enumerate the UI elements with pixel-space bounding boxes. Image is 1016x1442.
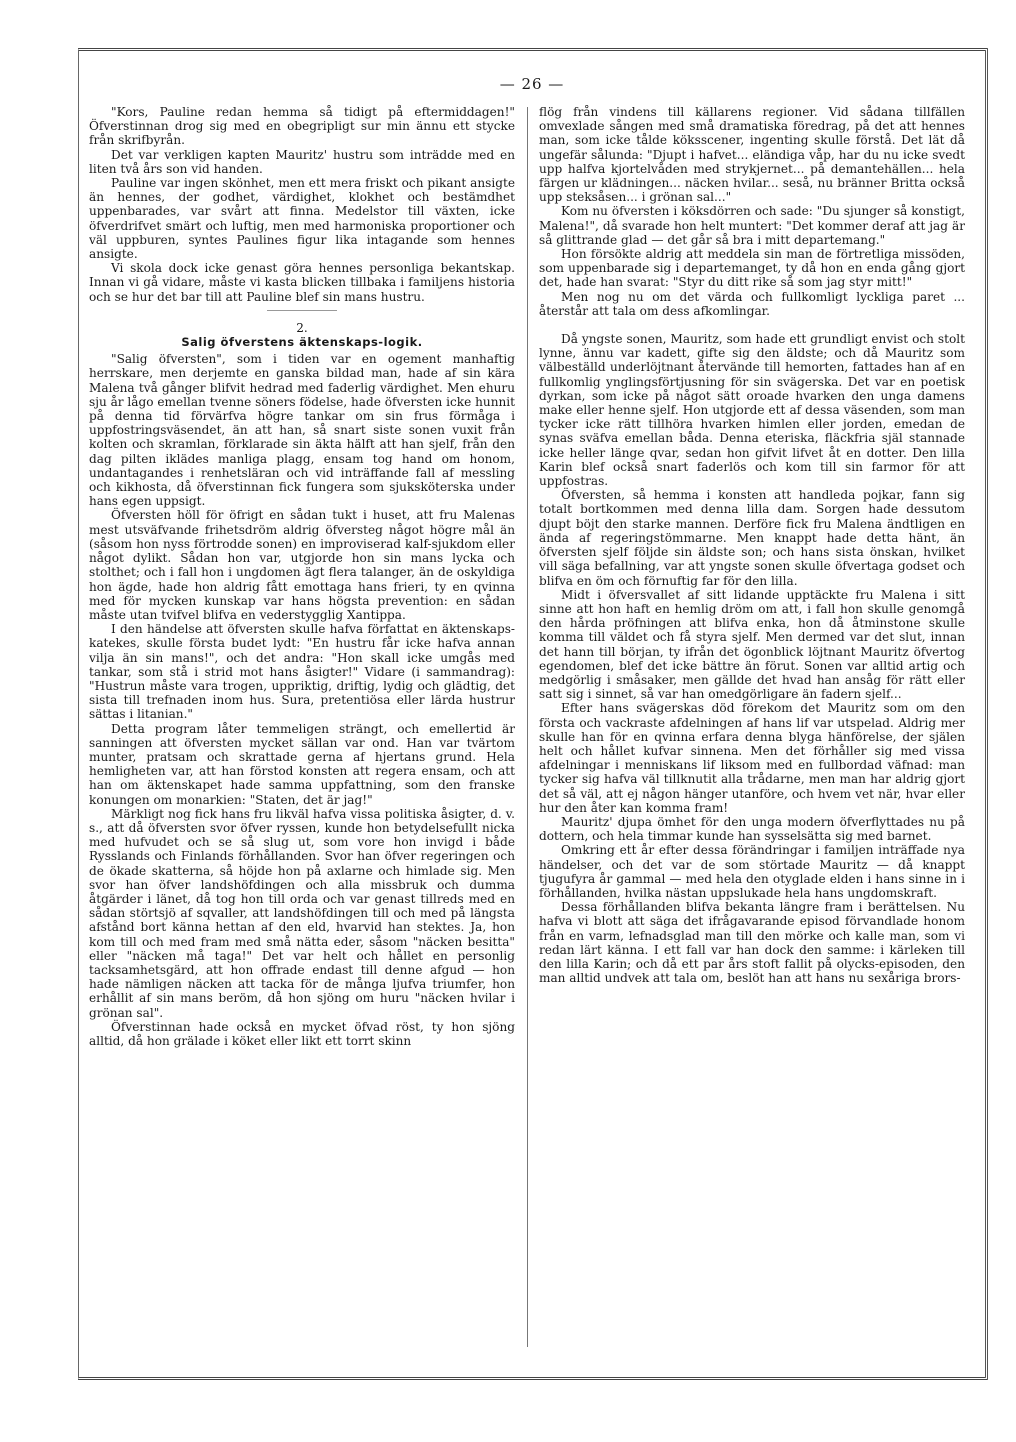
section-gap (539, 318, 965, 332)
column-divider (527, 107, 528, 1347)
right-column (539, 105, 965, 1361)
paragraph: Öfversten, så hemma i konsten att handleda pojkar, fann sig totalt bortkommen med denna lilla dam. Sorgen hade dessutom djupt böjt den starke mannen. Derföre fick fru Malena ändtligen en ända af regeringstömmarne. Men knappt hade detta hänt, än öfversten sjelf följde sin äldste son; och hans sista önskan, hvilket vill säga befallning, var att yngste sonen skulle öfvertaga godset och blifva en öm och förnuftig far för den lilla. (539, 488, 965, 588)
paragraph: Öfversten höll för öfrigt en sådan tukt i huset, att fru Malenas mest utsväfvande frihetsdröm aldrig öfversteg något högre mål än (såsom hon nyss förtrodde sonen) en improviserad kalf-sjukdom eller något dylikt. Sådan hon var, utgjorde hon sin mans lycka och stolthet; och i fall hon i ungdomen ägt flera talanger, än de oskyldiga hon ägde, hade hon aldrig fått emottaga hans frieri, ty en qvinna med för mycken kunskap var hans högsta prevention: en sådan måste utan tvifvel blifva en vederstygglig Xantippa. (89, 508, 515, 622)
paragraph: Men nog nu om det värda och fullkomligt lyckliga paret ... återstår att tala om dess afkomlingar. (539, 289, 965, 318)
paragraph: Detta program låter temmeligen strängt, och emellertid är sanningen att öfversten mycket sällan var ond. Han var tvärtom munter, pratsam och skrattade gerna af hjertans grund. Hela hemligheten var, att han förstod konsten att regera ensam, och att han om äktenskapet hade samma uppfattning, som den franske konungen om monarkien: "Staten, det är jag!" (89, 721, 515, 807)
paragraph: Mauritz' djupa ömhet för den unga modern öfverflyttades nu på dottern, och hela timmar kunde han sysselsätta sig med barnet. (539, 814, 965, 844)
paragraph: Midt i öfversvallet af sitt lidande upptäckte fru Malena i sitt sinne att hon haft en hemlig dröm om att, i fall hon skulle genomgå den hårda pröfningen att blifva enka, hon då åtminstone skulle komma till väldet och få styra sjelf. Men dermed var det slut, innan det hann till början, ty ifrån det ögonblick löjtnant Mauritz öfvertog egendomen, blef det icke bättre än förut. Sonen var alltid artig och medgörlig i småsaker, men gällde det hvad han ansåg för rätt eller satt sig i sinnet, så var han omedgörligare än fadern sjelf... (539, 587, 965, 702)
paragraph: Kom nu öfversten i köksdörren och sade: "Du sjunger så konstigt, Malena!", då svarade hon helt muntert: "Det kommer deraf att jag är så glittrande glad — det går så bra i mitt departemang." (539, 204, 965, 247)
section-title: Salig öfverstens äktenskaps-logik. (181, 335, 423, 350)
section-number: 2. (296, 320, 308, 335)
page-number: — 26 — (499, 75, 565, 93)
paragraph: Då yngste sonen, Mauritz, som hade ett grundligt envist och stolt lynne, ännu var kadett, gifte sig den äldste; och då Mauritz som välbeställd underlöjtnant återvände till hemorten, fattades han af en fullkomlig ynglingsförtjusning för sin svägerska. Det var en poetisk dyrkan, som icke på något sätt oroade hvarken den unga damens make eller henne sjelf. Hon utgjorde ett af dessa väsenden, som man tycker icke rätt tillhöra hvarken himlen eller jorden, emedan de synas sväfva emellan båda. Denna eteriska, fläckfria själ stannade icke heller länge qvar, sedan hon gifvit lifvet åt en dotter. Den lilla Karin blef också snart faderlös och kom till sin farmor för att uppfostras. (539, 332, 965, 489)
paragraph: Efter hans svägerskas död förekom det Mauritz som om den första och vackraste afdelningen af hans lif var utspelad. Aldrig mer skulle han för en qvinna erfara denna blyga hänförelse, der själen helt och hållet kufvar sinnena. Men det förhåller sig med vissa afdelningar i menniskans lif liksom med en fullbordad väfnad: man tycker sig hafva väl tillknutit alla trådarne, men man har aldrig gjort det så väl, att ej någon hänger utanföre, och hvem vet när, hvar eller hur den åter kan komma fram! (539, 701, 965, 815)
section-divider (267, 310, 337, 311)
left-column (89, 105, 515, 1361)
paragraph: I den händelse att öfversten skulle hafva författat en äktenskaps-katekes, skulle första budet lydt: "En hustru får icke hafva annan vilja än sin mans!", och det andra: "Hon skall icke umgås med tankar, som stå i strid mot hans åsigter!" Vidare (i sammandrag): "Hustrun måste vara trogen, uppriktig, driftig, lydig och glädtig, det sista till trefnaden inom hus. Sura, pretentiösa eller lärda hustrur sättas i litanian." (89, 622, 515, 722)
newspaper-page (78, 48, 988, 1380)
paragraph: Öfverstinnan hade också en mycket öfvad röst, ty hon sjöng alltid, då hon grälade i köket eller likt ett torrt skinn (89, 1019, 515, 1048)
paragraph: Vi skola dock icke genast göra hennes personliga bekantskap. Innan vi gå vidare, måste vi kasta blicken tillbaka i familjens historia och se hur det bar till att Pauline blef sin mans hustru. (89, 261, 515, 304)
paragraph: "Kors, Pauline redan hemma så tidigt på eftermiddagen!" Öfverstinnan drog sig med en obegripligt sur min ännu ett stycke från skrifbyrån. (89, 105, 515, 148)
paragraph: flög från vindens till källarens regioner. Vid sådana tillfällen omvexlade sången med små dramatiska föredrag, på det att hennes man, som icke tålde köksscener, ingenting skulle förstå. Det lät då ungefär sålunda: "Djupt i hafvet... eländiga våp, har du nu icke svedt upp halfva kjortelvåden med strykjernet... på demantehällen... hela färgen ur klädningen... näcken hvilar... seså, nu bränner Britta också upp steksåsen... i grönan sal..." (539, 105, 965, 205)
paragraph: Märkligt nog fick hans fru likväl hafva vissa politiska åsigter, d. v. s., att då öfversten svor öfver ryssen, kunde hon betydelsefullt nicka med hufvudet och se så slug ut, som vore hon invigd i både Rysslands och Finlands förhållanden. Svor han öfver regeringen och de ökade skatterna, så höjde hon på axlarne och himlade sig. Men svor han öfver landshöfdingen och alla missbruk och dumma åtgärder i länet, då tog hon till orda och var genast tillreds med en sådan störtsjö af sqvaller, att landshöfdingen till och med på längsta afstånd bort känna hettan af den eld, hvarvid han stektes. Ja, hon kom till och med fram med små nätta eder, såsom "näcken besitta" eller "näcken må taga!" Det var helt och hållet en personlig tacksamhetsgärd, att hon offrade endast till denne afgud — hon hade nämligen näcken att tacka för de många ljufva triumfer, hon erhållit af sin mans beröm, då hon sjöng om huru "näcken hvilar i grönan sal". (89, 806, 515, 1020)
paragraph: Det var verkligen kapten Mauritz' hustru som inträdde med en liten två års son vid handen. (89, 147, 515, 176)
paragraph: Omkring ett år efter dessa förändringar i familjen inträffade nya händelser, och det var de som störtade Mauritz — då knappt tjugufyra år gammal — med hela den otyglade elden i hans sinne in i förhållanden, hvilka nästan uppslukade hela hans ungdomskraft. (539, 843, 965, 900)
paragraph: Hon försökte aldrig att meddela sin man de förtretliga missöden, som uppenbarade sig i departemanget, ty då hon en enda gång gjort det, hade han svarat: "Styr du ditt rike så som jag styr mitt!" (539, 247, 965, 290)
paragraph: Dessa förhållanden blifva bekanta längre fram i berättelsen. Nu hafva vi blott att säga det ifrågavarande episod förvandlade honom från en varm, lefnadsglad man till den mörke och kalle man, som vi redan lärt känna. I ett fall var han dock den samme: i kärleken till den lilla Karin; och då ett par års stoft fallit på olycks-episoden, den man alltid undvek att tala om, beslöt han att hans nu sexåriga brors- (539, 900, 965, 986)
paragraph: Pauline var ingen skönhet, men ett mera friskt och pikant ansigte än hennes, der godhet, värdighet, klokhet och bestämdhet uppenbarades, var svårt att finna. Medelstor till växten, icke öfverdrifvet smärt och luftig, men med harmoniska proportioner och väl uppburen, syntes Paulines figur lika intagande som hennes ansigte. (89, 176, 515, 262)
paragraph: "Salig öfversten", som i tiden var en ogement manhaftig herrskare, men derjemte en ganska bildad man, hade af sin kära Malena två gånger blifvit hedrad med faderlig värdighet. Men ehuru sju år lågo emellan tvenne söners födelse, hade öfversten icke hunnit på denna tid förvärfva högre tankar om sin frus förmåga i uppfostringsväsendet, än att han, så snart siste sonen vuxit från kolten och skramlan, förklarade sin äkta hälft att han sjelf, från den dag pilten iklädes manliga plagg, ensam tog hand om honom, undantagandes i renhetsläran och vid inträffande fall af messling och kikhosta, då öfverstinnan fick fungera som sjuksköterska under hans egen uppsigt. (89, 352, 515, 509)
